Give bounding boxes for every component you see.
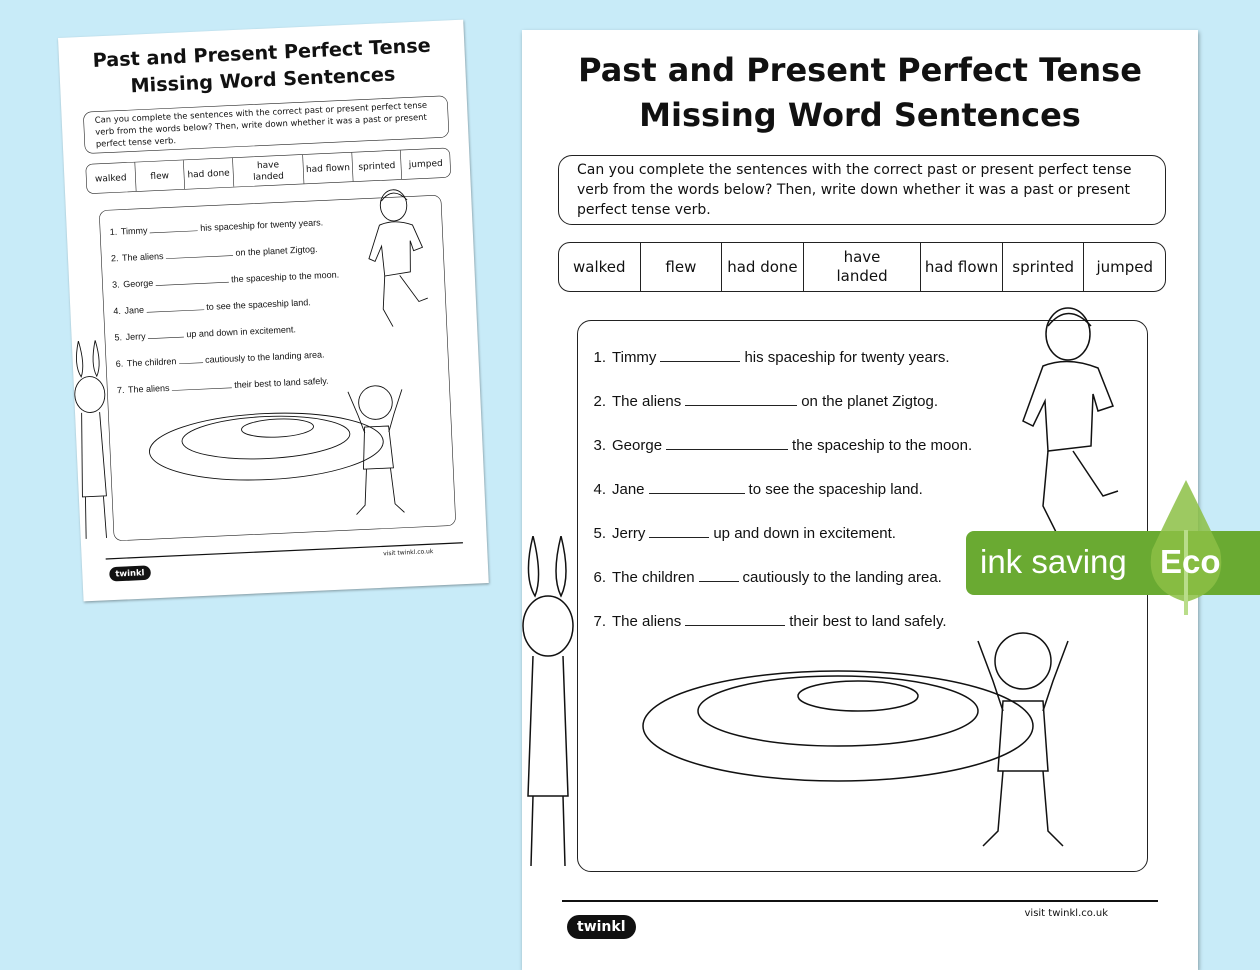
title-line-1: Past and Present Perfect Tense (578, 51, 1142, 89)
sentence-item (105, 216, 323, 237)
sentences-box (99, 195, 456, 541)
sentence-item (586, 523, 896, 542)
sentence-number: 7. (116, 385, 125, 396)
girl-illustration (968, 621, 1078, 851)
sentence-end: up and down in excitement. (713, 525, 896, 542)
worksheet-title (58, 30, 466, 102)
answer-blank (649, 479, 745, 494)
instructions-text: Can you complete the sentences with the correct past or present perfect tense verb from the words below? Then, write down whether it was a past or present perfect tense verb. (577, 162, 1132, 218)
word-bank-item: walked (86, 162, 136, 193)
sentence-number: 1. (109, 226, 118, 238)
word-bank-item: had done (722, 243, 804, 291)
word-bank-item: have landed (233, 155, 305, 187)
sentence-number: 3. (593, 437, 606, 454)
sentence-number: 3. (111, 279, 120, 291)
twinkl-logo: twinkl (109, 565, 151, 581)
sentence-number: 2. (593, 393, 606, 410)
answer-blank (148, 328, 184, 339)
answer-blank (150, 222, 198, 233)
sentence-end: on the planet Zigtog. (235, 244, 318, 259)
sentence-end: cautiously to the landing area. (204, 349, 325, 366)
ink-saving-label: ink saving (980, 543, 1127, 580)
word-bank-item: flew (641, 243, 723, 291)
word-bank-item: jumped (1096, 257, 1154, 276)
alien-illustration (522, 536, 593, 876)
instructions-box (83, 95, 449, 154)
footer-divider (562, 900, 1158, 902)
answer-blank (666, 435, 788, 450)
sentence-item (112, 375, 329, 396)
word-bank-item: sprinted (352, 150, 402, 181)
girl-illustration (341, 377, 413, 518)
title-line-2: Missing Word Sentences (130, 62, 396, 98)
sentence-end: to see the spaceship land. (206, 297, 311, 313)
word-bank-item: had flown (921, 243, 1003, 291)
answer-blank (699, 567, 739, 582)
title-line-2: Missing Word Sentences (639, 96, 1081, 134)
word-bank-item: flew (135, 160, 185, 191)
sentence-start: Jerry (125, 331, 146, 343)
answer-blank (155, 274, 229, 286)
sentence-end: his spaceship for twenty years. (200, 217, 324, 234)
word-bank (85, 148, 451, 195)
sentence-end: cautiously to the landing area. (742, 569, 942, 586)
footer-url: visit twinkl.co.uk (1024, 908, 1108, 919)
answer-blank (685, 391, 797, 406)
sentence-end: up and down in excitement. (186, 324, 297, 340)
instructions-box (558, 155, 1166, 225)
worksheet-title (522, 48, 1198, 138)
sentence-end: their best to land safely. (789, 613, 947, 630)
answer-blank (649, 523, 709, 538)
worksheet-preview-large (522, 30, 1198, 970)
word-bank-item: had done (184, 158, 234, 189)
sentence-number: 6. (115, 358, 124, 370)
sentence-number: 2. (110, 253, 119, 264)
sentence-end: to see the spaceship land. (748, 481, 923, 498)
sentence-start: Jane (612, 481, 645, 498)
worksheet-preview-small (58, 20, 489, 602)
sentence-start: Timmy (612, 349, 657, 366)
sentence-start: Jerry (612, 525, 646, 542)
sentence-item (586, 435, 972, 454)
answer-blank (660, 347, 740, 362)
running-boy-illustration (1003, 306, 1143, 536)
answer-blank (172, 379, 232, 391)
footer-url: visit twinkl.co.uk (383, 548, 434, 558)
word-bank-item: had flown (303, 153, 353, 184)
sentence-number: 5. (593, 525, 606, 542)
sentence-item (586, 479, 923, 498)
sentence-number: 5. (114, 332, 123, 343)
instructions-text: Can you complete the sentences with the correct past or present perfect tense verb from the words below? Then, write down whether it was a past or present perfect tense verb. (94, 100, 428, 150)
running-boy-illustration (354, 187, 444, 329)
sentence-end: their best to land safely. (234, 375, 329, 391)
sentence-start: The aliens (121, 251, 164, 264)
word-bank-item: have landed (804, 243, 922, 291)
sentence-item (107, 268, 339, 290)
sentences-box (577, 320, 1148, 872)
sentence-number: 6. (593, 569, 606, 586)
sentence-end: his spaceship for twenty years. (744, 349, 950, 366)
answer-blank (166, 247, 234, 259)
sentence-start: Jane (124, 304, 145, 317)
word-bank-item: walked (559, 243, 641, 291)
alien-illustration (66, 339, 123, 545)
sentence-start: The children (612, 569, 695, 586)
answer-blank (685, 611, 785, 626)
sentence-end: the spaceship to the moon. (230, 269, 340, 285)
sentence-start: The aliens (127, 383, 170, 396)
sentence-start: Timmy (120, 225, 148, 237)
sentence-number: 1. (593, 349, 606, 366)
sentence-item (109, 296, 311, 317)
sentence-start: The children (126, 356, 177, 369)
sentence-item (110, 323, 296, 343)
sentence-start: The aliens (612, 393, 682, 410)
sentence-end: on the planet Zigtog. (801, 393, 938, 410)
answer-blank (146, 301, 204, 313)
sentence-start: The aliens (612, 613, 682, 630)
sentence-start: George (123, 278, 154, 290)
sentence-item (586, 391, 938, 410)
title-line-1: Past and Present Perfect Tense (92, 33, 432, 72)
sentence-item (586, 567, 942, 586)
sentence-item (106, 243, 317, 264)
sentence-number: 7. (593, 613, 606, 630)
eco-label: Eco (1160, 543, 1221, 580)
answer-blank (178, 354, 202, 364)
sentence-item (586, 611, 947, 630)
sentence-end: the spaceship to the moon. (792, 437, 973, 454)
sentence-number: 4. (593, 481, 606, 498)
word-bank-item: jumped (408, 157, 443, 170)
sentence-number: 4. (113, 306, 122, 317)
sentence-start: George (612, 437, 663, 454)
word-bank (558, 242, 1166, 292)
sentence-item (111, 348, 325, 369)
twinkl-logo: twinkl (567, 915, 636, 939)
word-bank-item: sprinted (1003, 243, 1085, 291)
sentence-item (586, 347, 950, 366)
